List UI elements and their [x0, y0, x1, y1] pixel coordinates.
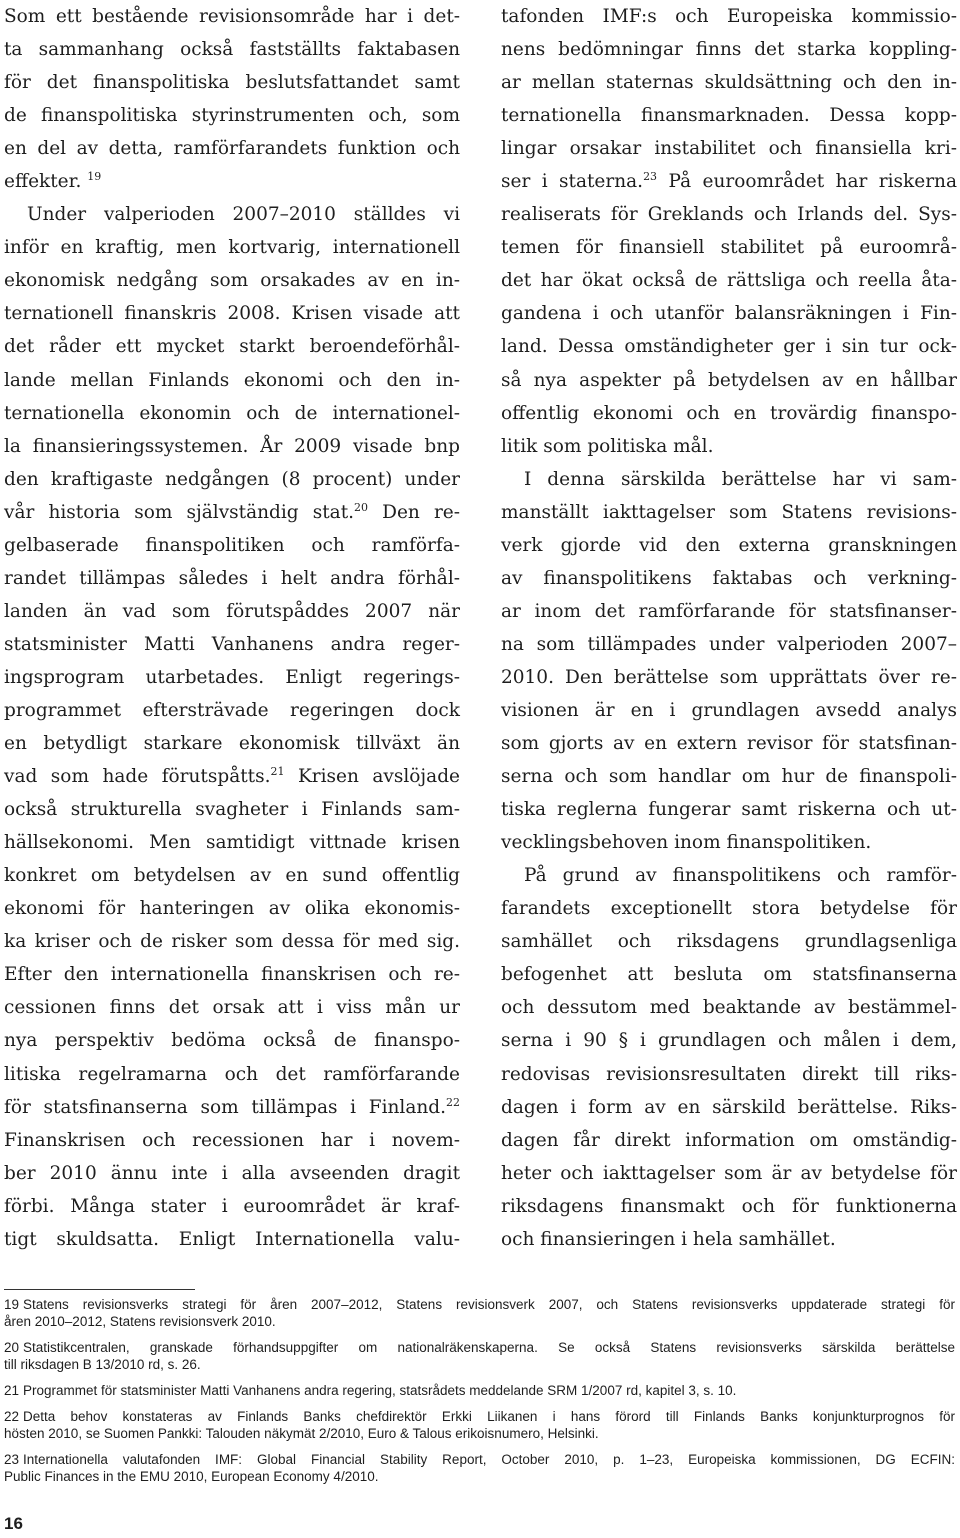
text-line: av finanspolitikens faktabas och verkning- — [501, 567, 957, 589]
text-line: dagen får direkt information om omständig- — [501, 1129, 957, 1151]
footnote-line — [4, 1296, 955, 1313]
paragraph — [501, 463, 957, 860]
footnote-number: 22 — [4, 1409, 20, 1424]
footnote-line — [4, 1451, 955, 1468]
text-line: lingar orsakar instabilitet och finansiella kri- — [501, 138, 957, 160]
left-text-column — [4, 0, 460, 1256]
text-line — [501, 165, 957, 198]
footnote-text: till riksdagen B 13/2010 rd, s. 26. — [4, 1357, 201, 1372]
text-line: en betydligt starkare ekonomisk tillväxt än — [4, 733, 460, 755]
text-line: ar inom det ramförfarande för statsfinanser- — [501, 600, 957, 622]
footnote-text: Public Finances in the EMU 2010, European Economy 4/2010. — [4, 1469, 379, 1484]
text-line: landen än vad som förutspåddes 2007 när — [4, 600, 460, 622]
text-line: ingsprogram utarbetades. Enligt regerings- — [4, 666, 460, 688]
footnote-reference: 21 — [270, 765, 285, 779]
text-line: tiska reglerna fungerar samt riskerna och ut- — [501, 799, 957, 821]
text-segment: Den re- — [368, 501, 460, 523]
text-line: vecklingsbehoven inom finanspolitiken. — [501, 832, 872, 854]
text-line — [4, 165, 460, 198]
text-line: konkret om betydelsen av en sund offentlig — [4, 865, 460, 887]
footnote-line — [4, 1408, 955, 1425]
text-line: också strukturella svagheter i Finlands sam- — [4, 799, 460, 821]
footnote-line — [4, 1339, 955, 1356]
text-line: dagen i form av en särskild berättelse. Riks- — [501, 1096, 957, 1118]
text-line: Under valperioden 2007–2010 ställdes vi — [27, 204, 460, 226]
text-line: randet tillämpas således i helt andra förhål- — [4, 567, 460, 589]
footnote-reference: 22 — [446, 1095, 460, 1109]
text-line: det råder ett mycket starkt beroendeförhål- — [4, 336, 460, 358]
text-line: nens bedömningar finns det starka koppling- — [501, 39, 957, 61]
text-line: det har ökat också de rättsliga och reella åta- — [501, 270, 957, 292]
footnote-line — [4, 1313, 955, 1330]
text-line: serna i 90 § i grundlagen och målen i dem, — [501, 1030, 957, 1052]
text-line: redovisas revisionsresultaten direkt till riks- — [501, 1063, 957, 1085]
text-line: den kraftigaste nedgången (8 procent) under — [4, 468, 460, 490]
text-line: riksdagens finansmakt och för funktionerna — [501, 1195, 957, 1217]
text-line: offentlig ekonomi och en trovärdig finanspo- — [501, 402, 957, 424]
text-line: manställt iakttagelser som Statens revisions- — [501, 501, 957, 523]
text-line: tigt skuldsatta. Enligt Internationella valu- — [4, 1228, 460, 1250]
text-line: gelbaserade finanspolitiken och ramförfa- — [4, 534, 460, 556]
text-line: ar mellan staternas skuldsättning och den in- — [501, 72, 957, 94]
paragraph — [501, 0, 957, 463]
text-line: litiska regelramarna och det ramförfarande — [4, 1063, 460, 1085]
text-segment: effekter. — [4, 171, 88, 193]
footnote-reference: 19 — [87, 170, 102, 184]
text-line: farandets exceptionellt stora betydelse för — [501, 898, 957, 920]
text-line: verk gjorde vid den externa granskningen — [501, 534, 957, 556]
text-line: för det finanspolitiska beslutsfattandet samt — [4, 72, 460, 94]
footnote-line — [4, 1425, 955, 1442]
footnote-number: 21 — [4, 1383, 20, 1398]
text-line: På grund av finanspolitikens och ramför- — [524, 865, 957, 887]
footnote-text: hösten 2010, se Suomen Pankki: Talouden näkymät 2/2010, Euro & Talous erikoisnumero, Helsinki. — [4, 1426, 599, 1441]
text-line: ekonomi för hanteringen av olika ekonomis- — [4, 898, 460, 920]
text-line: så nya aspekter på betydelsen av en hållbar — [501, 369, 957, 391]
text-line: ekonomisk nedgång som orsakades av en in- — [4, 270, 460, 292]
footnote-number: 19 — [4, 1297, 20, 1312]
text-line: befogenhet att besluta om statsfinanserna — [501, 964, 957, 986]
footnote-number: 20 — [4, 1340, 20, 1355]
text-line: förbi. Många stater i euroområdet är kraf- — [4, 1195, 460, 1217]
footnote-text: åren 2010–2012, Statens revisionsverk 2010. — [4, 1314, 276, 1329]
text-line: nya perspektiv bedöma också de finanspo- — [4, 1030, 460, 1052]
text-line: en del av detta, ramförfarandets funktion och — [4, 138, 460, 160]
text-line: lande mellan Finlands ekonomi och den in- — [4, 369, 460, 391]
right-text-column — [501, 0, 957, 1256]
text-line: ternationella ekonomin och de internationel- — [4, 402, 460, 424]
footnote-text: Programmet för statsminister Matti Vanhanens andra regering, statsrådets meddelande SRM 1/2007 rd, kapitel 3, s. 10. — [23, 1383, 737, 1398]
footnote-text: Statistikcentralen, granskade förhandsuppgifter om nationalräkenskaperna. Se också Statens revisionsverks särskilda berättelse — [23, 1340, 955, 1355]
text-line — [4, 496, 460, 529]
text-line: inför en kraftig, men kortvarig, internationell — [4, 237, 460, 259]
footnote-text: Detta behov konstateras av Finlands Banks chefdirektör Erkki Liikanen i hans förord till Finlands Banks konjunkturprognos för — [23, 1409, 955, 1424]
footnote — [4, 1296, 955, 1330]
text-line: hällsekonomi. Men samtidigt vittnade krisen — [4, 832, 460, 854]
text-segment: ser i staterna. — [501, 171, 644, 193]
footnote-text: Internationella valutafonden IMF: Global Financial Stability Report, October 2010, p. 1–23, Europeiska kommissionen, DG ECFIN: — [23, 1452, 955, 1467]
footnote — [4, 1382, 955, 1399]
text-line: ternationell finanskris 2008. Krisen visade att — [4, 303, 460, 325]
text-line: ternationella finansmarknaden. Dessa kopp- — [501, 105, 957, 127]
paragraph — [501, 859, 957, 1256]
footnote — [4, 1339, 955, 1373]
text-line: Som ett bestående revisionsområde har i det- — [4, 6, 460, 27]
text-line: ber 2010 ännu inte i alla avseenden dragit — [4, 1162, 460, 1184]
footnote-line — [4, 1468, 955, 1485]
text-line: heter och iakttagelser som är av betydelse för — [501, 1162, 957, 1184]
footnote-line — [4, 1382, 955, 1399]
footnote-text: Statens revisionsverks strategi för åren 2007–2012, Statens revisionsverk 2007, och Statens revisionsverks uppdaterade strategi för — [23, 1297, 955, 1312]
text-line: som gjorts av en extern revisor för statsfinan- — [501, 733, 957, 755]
text-line: visionen är en i grundlagen avsedd analys — [501, 699, 957, 721]
text-line — [4, 760, 460, 793]
footnote — [4, 1451, 955, 1485]
footnotes — [4, 1296, 955, 1494]
text-line: litik som politiska mål. — [501, 435, 714, 457]
footnote-separator — [4, 1289, 195, 1290]
text-line — [4, 1091, 460, 1124]
text-segment: vår historia som självständig stat. — [4, 501, 355, 523]
footnote — [4, 1408, 955, 1442]
footnote-reference: 23 — [643, 170, 658, 184]
text-line: Efter den internationella finanskrisen och re- — [4, 964, 460, 986]
text-line: realiserats för Greklands och Irlands del. Sys- — [501, 204, 957, 226]
text-line: na som tillämpades under valperioden 2007– — [501, 633, 957, 655]
text-line: cessionen finns det orsak att i viss mån ur — [4, 997, 460, 1019]
text-line: Finanskrisen och recessionen har i novem- — [4, 1129, 460, 1151]
page-number: 16 — [4, 1514, 23, 1533]
text-line: ka kriser och de risker som dessa för med sig. — [4, 931, 460, 953]
paragraph — [4, 198, 460, 1256]
text-segment: vad som hade förutspåtts. — [4, 766, 271, 788]
footnote-reference: 20 — [354, 500, 369, 514]
text-line: land. Dessa omständigheter ger i sin tur ock- — [501, 336, 957, 358]
text-line: gandena i och utanför balansräkningen i Fin- — [501, 303, 957, 325]
text-line: och dessutom med beaktande av bestämmel- — [501, 997, 957, 1019]
text-segment: Krisen avslöjade — [284, 766, 460, 788]
text-line: och finansieringen i hela samhället. — [501, 1228, 836, 1250]
text-line: 2010. Den berättelse som upprättats över re- — [501, 666, 957, 688]
text-line: la finansieringssystemen. År 2009 visade bnp — [4, 435, 460, 457]
text-line: temen för finansiell stabilitet på euroområ- — [501, 237, 957, 259]
text-line: serna och som handlar om hur de finanspoli- — [501, 766, 957, 788]
text-line: statsminister Matti Vanhanens andra reger- — [4, 633, 460, 655]
text-line: ta sammanhang också fastställts faktabasen — [4, 39, 460, 61]
text-line: tafonden IMF:s och Europeiska kommissio- — [501, 6, 957, 27]
paragraph — [4, 0, 460, 198]
footnote-number: 23 — [4, 1452, 20, 1467]
text-segment: På euroområdet har riskerna — [657, 171, 957, 193]
text-line: I denna särskilda berättelse har vi sam- — [524, 468, 957, 490]
text-segment: för statsfinanserna som tillämpas i Finland. — [4, 1096, 446, 1118]
text-line: programmet eftersträvade regeringen dock — [4, 699, 460, 721]
text-line: de finanspolitiska styrinstrumenten och, som — [4, 105, 460, 127]
text-line: samhället och riksdagens grundlagsenliga — [501, 931, 957, 953]
footnote-line — [4, 1356, 955, 1373]
